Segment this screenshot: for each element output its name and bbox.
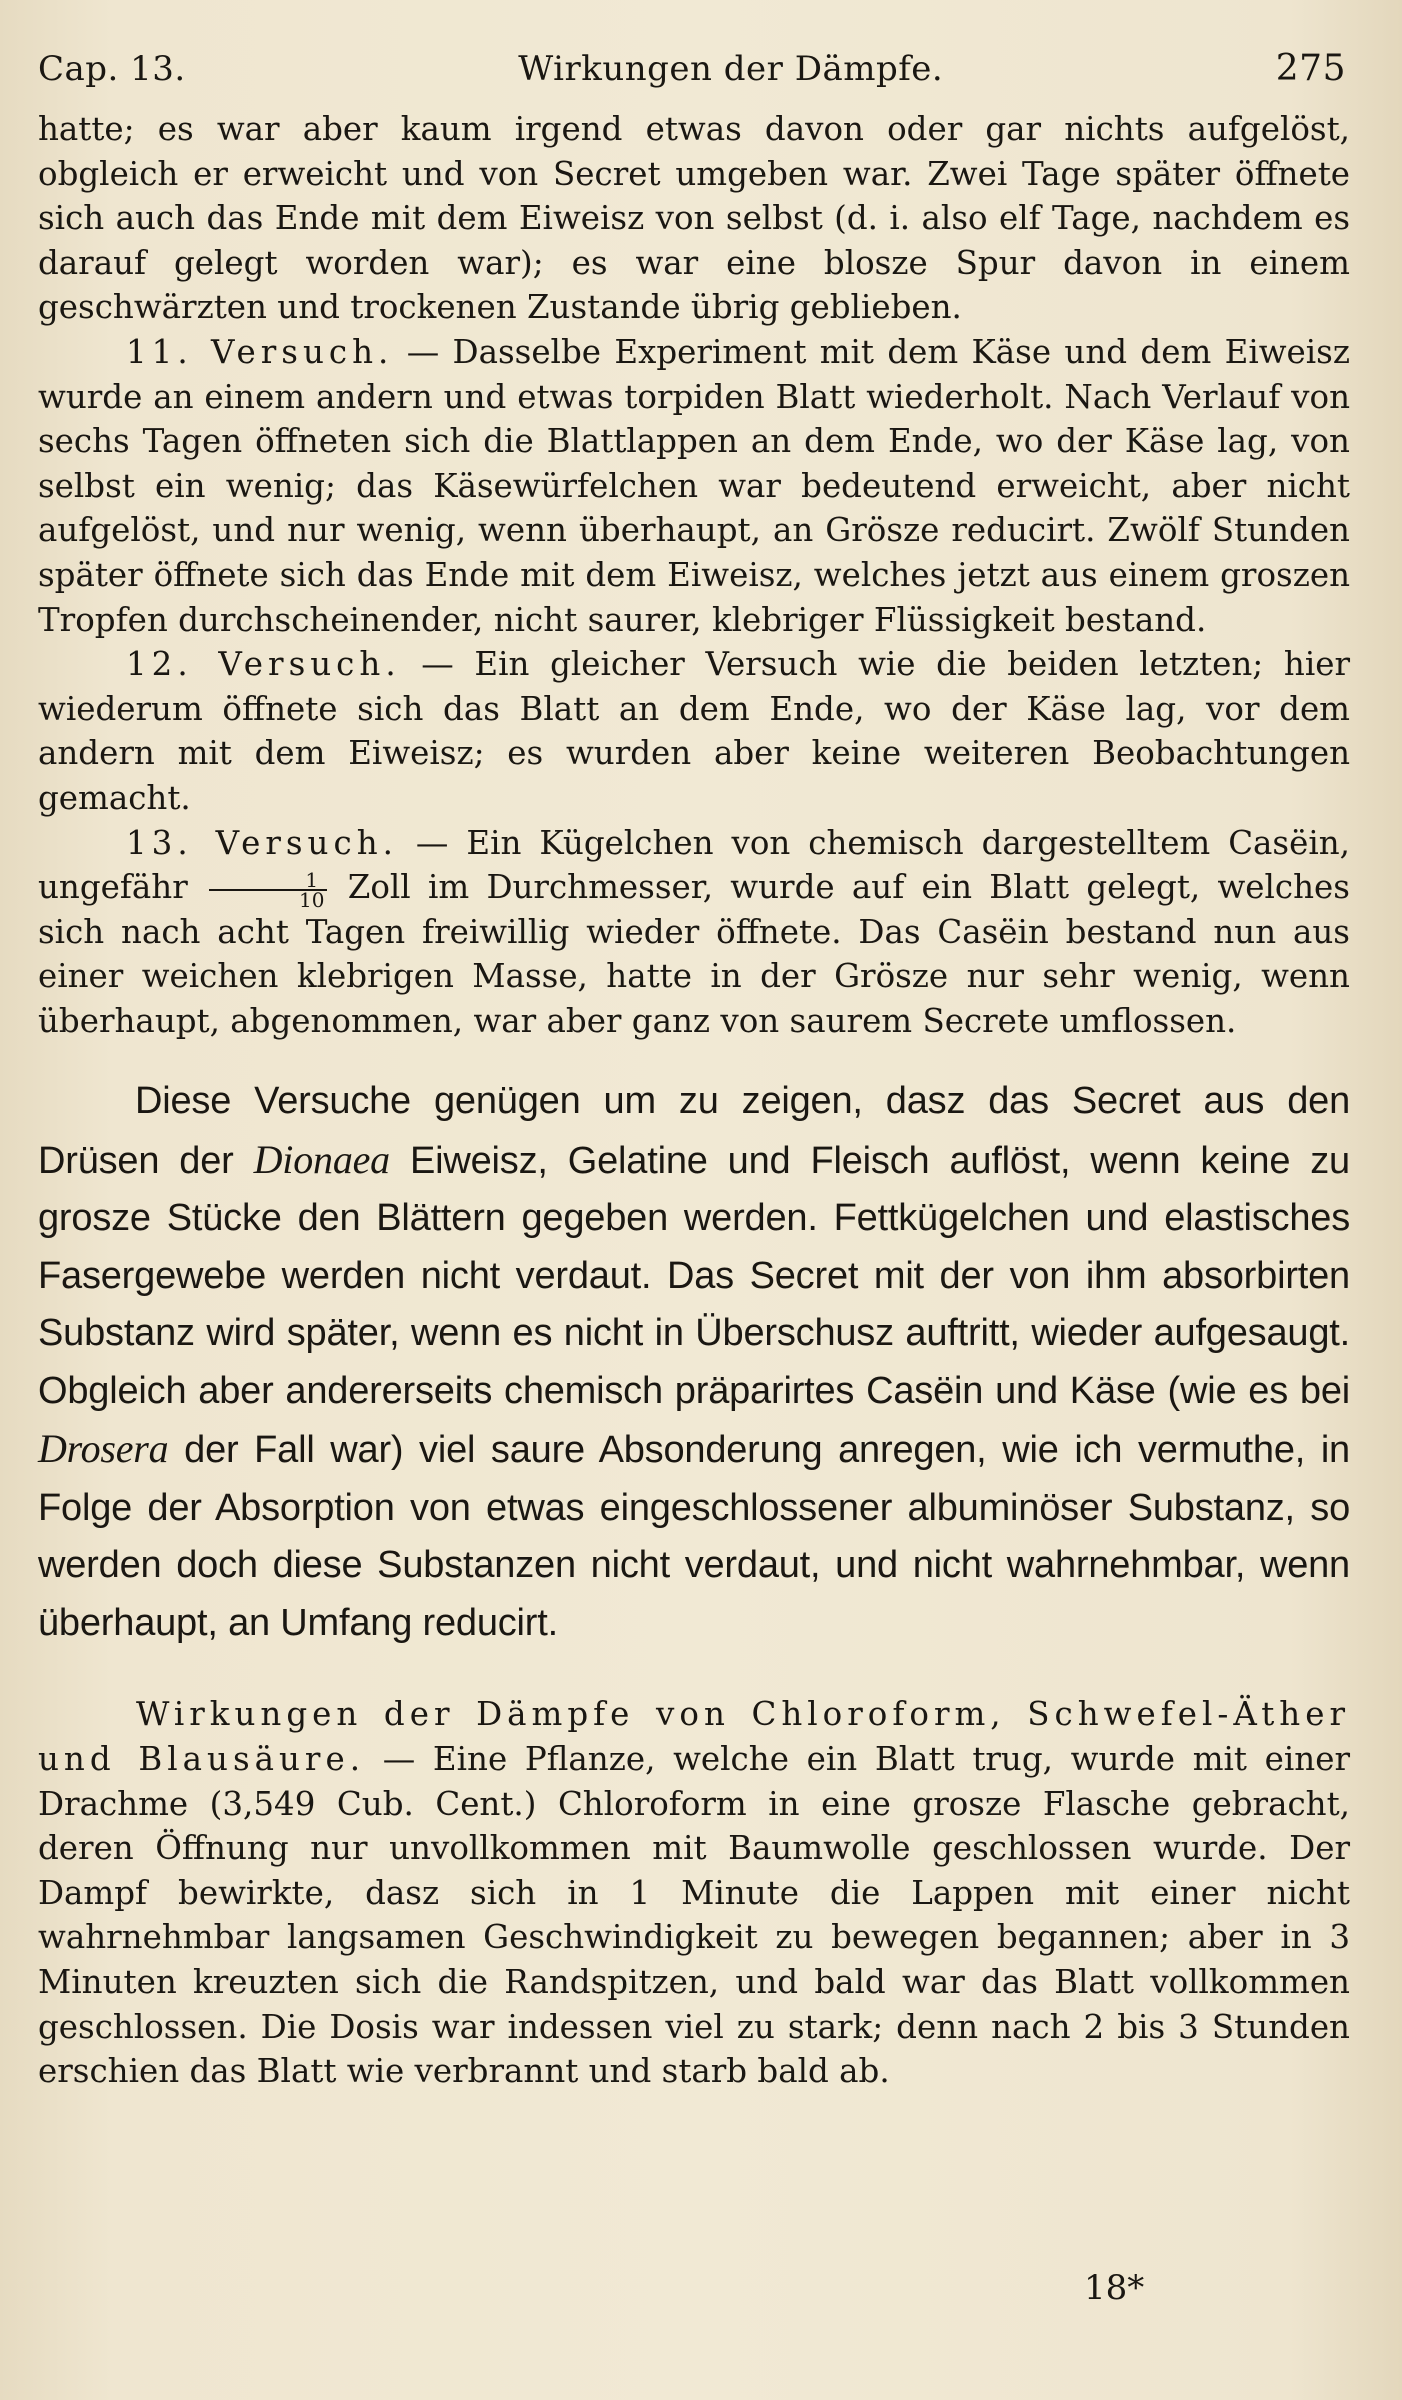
section-text: — Eine Pflanze, welche ein Blatt trug, wurde mit einer Drachme (3,549 Cub. Cent.) Chloroform in eine grosze Flasche gebracht, deren Öffnung nur unvollkommen mit Baumwolle geschlossen wurde. Der Dampf bewirkte, dasz sich in 1 Minute die Lappen mit einer nicht wahrnehmbar langsamen Geschwindigkeit zu bewegen begannen; aber in 3 Minuten kreuzten sich die Randspitzen, und bald war das Blatt vollkommen geschlossen. Die Dosis war indessen viel zu stark; denn nach 2 bis 3 Stunden erschien das Blatt wie verbrannt und starb bald ab. <box>38 1740 1350 2091</box>
fraction-denominator: 10 <box>299 887 325 912</box>
experiment-label: 11. Versuch. <box>126 332 394 371</box>
signature-mark: 18* <box>1084 2268 1145 2308</box>
vapours-paragraph <box>38 1692 1350 2093</box>
chapter-label: Cap. 13. <box>38 49 186 89</box>
experiment-text: Zoll im Durchmesser, wurde auf ein Blatt gelegt, welches sich nach acht Tagen freiwillig wieder öffnete. Das Casëin bestand nun aus einer weichen klebrigen Masse, hatte in der Grösze nur sehr wenig, wenn überhaupt, abgenommen, war aber ganz von saurem Secrete umflossen. <box>38 868 1350 1040</box>
continued-paragraph: hatte; es war aber kaum irgend etwas davon oder gar nichts aufgelöst, obgleich er erweicht und von Secret umgeben war. Zwei Tage später öffnete sich auch das Ende mit dem Eiweisz von selbst (d. i. also elf Tage, nachdem es darauf gelegt worden war); es war eine blosze Spur davon in einem geschwärzten und trockenen Zustande übrig geblieben. <box>38 110 1350 327</box>
experiment-text: — Ein Kügelchen von chemisch dargestelltem Casëin, ungefähr <box>38 823 1351 907</box>
experiment-11 <box>38 330 1350 642</box>
genus-name: Dionaea <box>253 1136 390 1182</box>
summary-text: Diese Versuche genügen um zu zeigen, dasz das Secret aus den Drüsen der <box>38 1080 1350 1182</box>
running-title: Wirkungen der Dämpfe. <box>518 49 944 89</box>
section-heading: Wirkungen der Dämpfe von Chloroform, Schwefel-Äther und Blausäure. <box>38 1695 1350 1779</box>
running-header <box>38 48 1350 89</box>
experiment-label: 13. Versuch. <box>126 823 398 862</box>
experiment-13 <box>38 821 1350 1044</box>
experiment-text: — Dasselbe Experiment mit dem Käse und dem Eiweisz wurde an einem andern und etwas torpiden Blatt wiederholt. Nach Verlauf von sechs Tagen öffneten sich die Blattlappen an dem Ende, wo der Käse lag, von selbst ein wenig; das Käsewürfelchen war bedeutend erweicht, aber nicht aufgelöst, und nur wenig, wenn überhaupt, an Grösze reducirt. Zwölf Stunden später öffnete sich das Ende mit dem Eiweisz, welches jetzt aus einem groszen Tropfen durchscheinender, nicht saurer, klebriger Flüssigkeit bestand. <box>38 332 1350 639</box>
summary-text: Eiweisz, Gelatine und Fleisch auflöst, wenn keine zu grosze Stücke den Blättern gegeben werden. Fettkügelchen und elastisches Fasergewebe werden nicht verdaut. Das Secret mit der von ihm absorbirten Substanz wird später, wenn es nicht in Überschusz auftritt, wieder aufgesaugt. Obgleich aber andererseits chemisch präparirtes Casëin und Käse (wie es bei <box>38 1139 1350 1412</box>
summary-paragraph <box>38 1073 1350 1652</box>
fraction <box>209 867 326 912</box>
experiment-label: 12. Versuch. <box>126 645 401 684</box>
experiment-12 <box>38 642 1350 820</box>
page-number: 275 <box>1275 48 1346 89</box>
vapours-section <box>38 1692 1350 2093</box>
genus-name: Drosera <box>38 1426 169 1472</box>
experiment-text: — Ein gleicher Versuch wie die beiden letzten; hier wiederum öffnete sich das Blatt an dem Ende, wo der Käse lag, vor dem andern mit dem Eiweisz; es wurden aber keine weiteren Beobachtungen gemacht. <box>38 645 1350 817</box>
fraction-numerator: 1 <box>209 871 326 891</box>
summary-text: der Fall war) viel saure Absonderung anregen, wie ich vermuthe, in Folge der Absorption von etwas eingeschlossener albuminöser Substanz, so werden doch diese Substanzen nicht verdaut, und nicht wahrnehmbar, wenn überhaupt, an Umfang reducirt. <box>38 1429 1350 1644</box>
summary-block <box>38 1073 1350 1652</box>
experiments-block <box>38 107 1350 1043</box>
